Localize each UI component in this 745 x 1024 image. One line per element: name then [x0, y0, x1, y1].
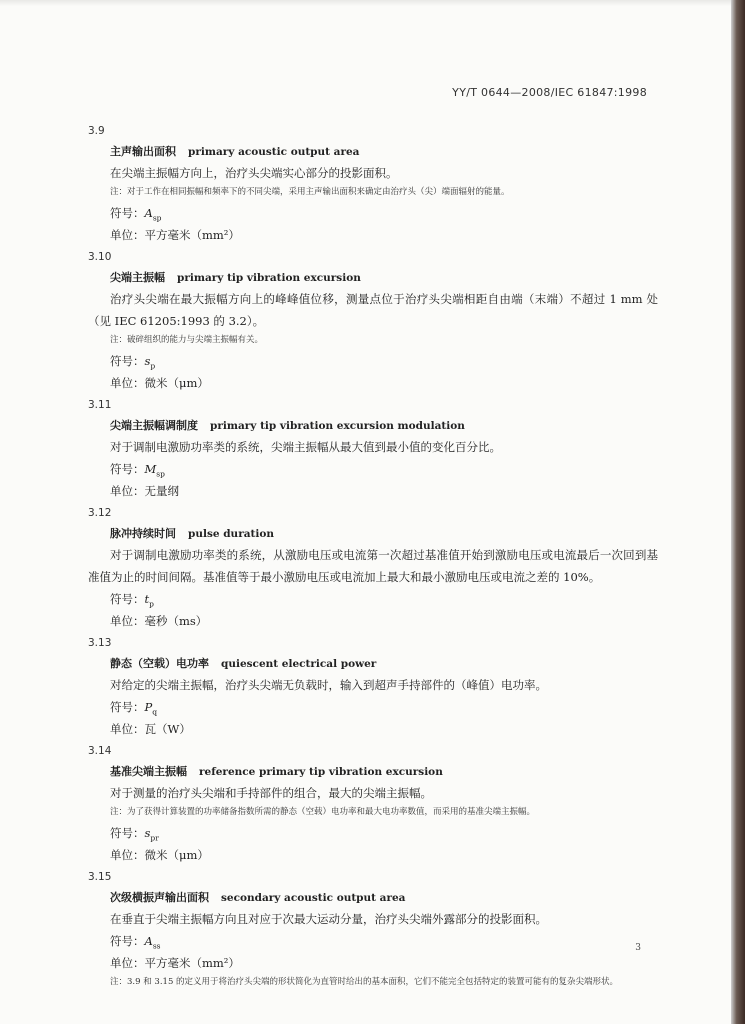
- symbol: s: [144, 826, 151, 840]
- section-3-12: [88, 504, 658, 632]
- term-en: pulse duration: [188, 528, 274, 540]
- symbol-line: [110, 202, 658, 224]
- section-3-9: [88, 122, 658, 246]
- term-zh: 尖端主振幅调制度: [110, 419, 198, 432]
- definition: 对给定的尖端主振幅，治疗头尖端无负载时，输入到超声手持部件的（峰值）电功率。: [110, 678, 547, 692]
- symbol-subscript: pr: [150, 833, 159, 843]
- symbol-line: [110, 822, 658, 844]
- unit-line: 单位：无量纲: [110, 484, 179, 498]
- section-number: 3.10: [88, 251, 112, 263]
- section-3-13: [88, 634, 658, 740]
- symbol-subscript: sp: [156, 469, 165, 479]
- scan-top-edge: [0, 0, 731, 6]
- symbol-label: 符号：: [110, 354, 145, 368]
- unit-line: 单位：平方毫米（mm²）: [110, 956, 240, 970]
- term-heading: [110, 652, 658, 674]
- term-en: secondary acoustic output area: [221, 892, 406, 904]
- definition: 在尖端主振幅方向上，治疗头尖端实心部分的投影面积。: [110, 166, 398, 180]
- term-zh: 静态（空载）电功率: [110, 657, 209, 670]
- section-3-14: [88, 742, 658, 866]
- term-heading: [110, 266, 658, 288]
- symbol-label: 符号：: [110, 462, 145, 476]
- symbol: A: [144, 206, 153, 220]
- term-en: primary acoustic output area: [188, 146, 360, 158]
- section-number: 3.14: [88, 745, 112, 757]
- symbol: s: [144, 354, 151, 368]
- unit-line: 单位：微米（μm）: [110, 376, 209, 390]
- section-number: 3.12: [88, 507, 112, 519]
- term-en: primary tip vibration excursion modulation: [210, 420, 465, 432]
- unit-line: 单位：毫秒（ms）: [110, 614, 208, 628]
- symbol-subscript: p: [150, 361, 156, 371]
- symbol-line: [110, 930, 658, 952]
- term-en: reference primary tip vibration excursion: [199, 766, 443, 778]
- term-heading: [110, 414, 658, 436]
- term-heading: [110, 760, 658, 782]
- page-number: 3: [635, 943, 641, 953]
- unit-line: 单位：瓦（W）: [110, 722, 191, 736]
- symbol-label: 符号：: [110, 934, 145, 948]
- section-3-10: [88, 248, 658, 394]
- term-heading: [110, 140, 658, 162]
- symbol-subscript: q: [152, 707, 158, 717]
- term-zh: 脉冲持续时间: [110, 527, 176, 540]
- document-body: [88, 120, 658, 991]
- term-heading: [110, 886, 658, 908]
- final-note: 注：3.9 和 3.15 的定义用于将治疗头尖端的形状简化为直管时给出的基本面积，它们不能完全包括特定的装置可能有的复杂尖端形状。: [110, 977, 619, 987]
- term-heading: [110, 522, 658, 544]
- note: 注：对于工作在相同振幅和频率下的不同尖端，采用主声输出面积来确定由治疗头（尖）端面辐射的能量。: [110, 187, 510, 197]
- section-3-15: [88, 868, 658, 991]
- section-number: 3.13: [88, 637, 112, 649]
- symbol: M: [144, 462, 157, 476]
- scan-binding-edge: [731, 0, 745, 1024]
- section-number: 3.15: [88, 871, 112, 883]
- term-zh: 次级横振声输出面积: [110, 891, 209, 904]
- unit-line: 单位：平方毫米（mm²）: [110, 228, 240, 242]
- symbol-line: [110, 696, 658, 718]
- symbol: A: [144, 934, 153, 948]
- symbol: P: [144, 700, 153, 714]
- term-zh: 尖端主振幅: [110, 271, 165, 284]
- term-zh: 主声输出面积: [110, 145, 176, 158]
- unit-line: 单位：微米（μm）: [110, 848, 209, 862]
- definition: 对于测量的治疗头尖端和手持部件的组合，最大的尖端主振幅。: [110, 786, 432, 800]
- term-zh: 基准尖端主振幅: [110, 765, 187, 778]
- symbol-subscript: ss: [152, 941, 161, 951]
- section-number: 3.11: [88, 399, 112, 411]
- symbol-line: [110, 458, 658, 480]
- term-en: quiescent electrical power: [221, 658, 377, 670]
- symbol-label: 符号：: [110, 206, 145, 220]
- definition: 对于调制电激励功率类的系统，从激励电压或电流第一次超过基准值开始到激励电压或电流最后一次回到基准值为止的时间间隔。基准值等于最小激励电压或电流加上最大和最小激励电压或电流之差的 10%。: [88, 548, 658, 584]
- symbol: t: [144, 592, 150, 606]
- symbol-line: [110, 350, 658, 372]
- symbol-label: 符号：: [110, 700, 145, 714]
- note: 注：破碎组织的能力与尖端主振幅有关。: [110, 335, 264, 345]
- section-number: 3.9: [88, 125, 105, 137]
- term-en: primary tip vibration excursion: [177, 272, 361, 284]
- definition: 治疗头尖端在最大振幅方向上的峰峰值位移，测量点位于治疗头尖端相距自由端（末端）不超过 1 mm 处（见 IEC 61205:1993 的 3.2）。: [88, 292, 658, 328]
- symbol-label: 符号：: [110, 826, 145, 840]
- note: 注：为了获得计算装置的功率储备指数所需的静态（空载）电功率和最大电功率数值，而采用的基准尖端主振幅。: [110, 807, 536, 817]
- standard-header: YY/T 0644—2008/IEC 61847:1998: [452, 86, 647, 99]
- symbol-label: 符号：: [110, 592, 145, 606]
- symbol-subscript: sp: [152, 213, 162, 223]
- definition: 对于调制电激励功率类的系统，尖端主振幅从最大值到最小值的变化百分比。: [110, 440, 501, 454]
- symbol-line: [110, 588, 658, 610]
- section-3-11: [88, 396, 658, 502]
- symbol-subscript: p: [149, 599, 154, 609]
- definition: 在垂直于尖端主振幅方向且对应于次最大运动分量，治疗头尖端外露部分的投影面积。: [110, 912, 547, 926]
